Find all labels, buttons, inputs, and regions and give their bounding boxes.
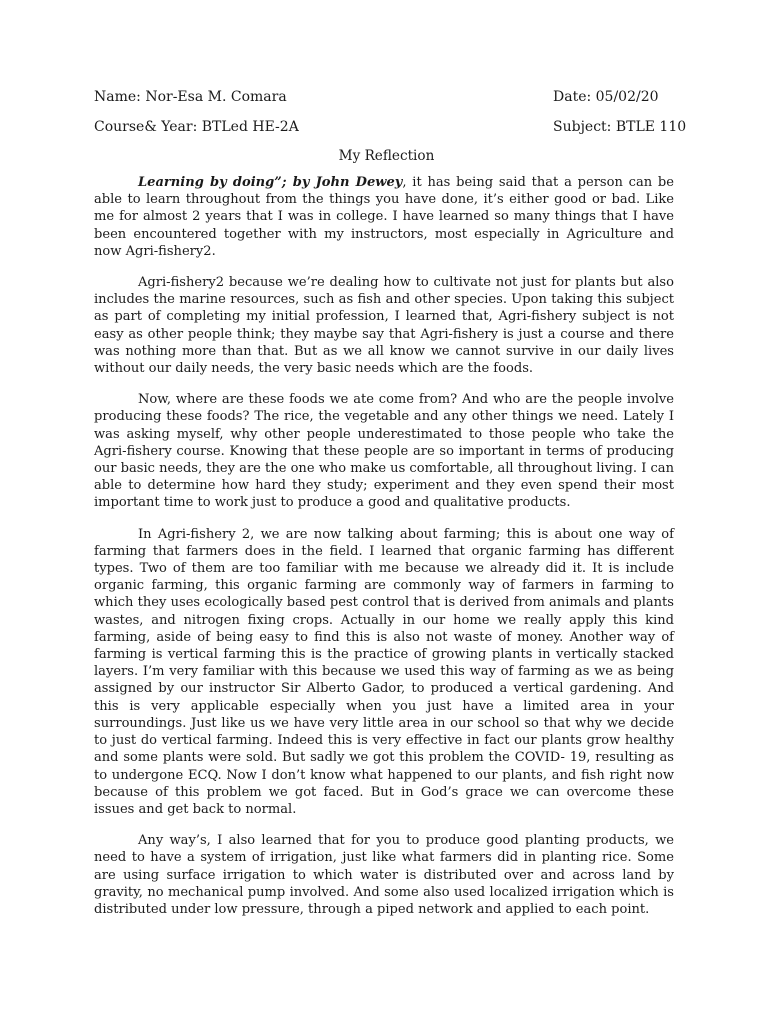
subject-field: Subject: BTLE 110 [553, 119, 687, 135]
date-field: Date: 05/02/20 [553, 89, 659, 105]
header-row-course-subject [94, 117, 687, 137]
document-title: My Reflection [338, 148, 435, 164]
paragraph-1 [94, 174, 674, 260]
dewey-quote: Learning by doing”; by John Dewey [138, 175, 403, 190]
paragraph-3: Now, where are these foods we ate come from? And who are the people involve producing these foods? The rice, the vegetable and any other things we need. Lately I was asking myself, why other people underestimated to those people who take the Agri-fishery course. Knowing that these people are so important in terms of producing our basic needs, they are the one who make us comfortable, all throughout living. I can able to determine how hard they study; experiment and they even spend their most important time to work just to produce a good and qualitative products. [94, 392, 674, 511]
paragraph-1-text: , it has being said that a person can be able to learn throughout from the things you have done, it’s either good or bad. Like me for almost 2 years that I was in college. I have learned so many things that I have been encountered together with my instructors, most especially in Agriculture and now Agri-fishery2. [94, 175, 674, 259]
course-year: Course& Year: BTLed HE-2A [94, 119, 299, 135]
paragraph-5: Any way’s, I also learned that for you to produce good planting products, we need to have a system of irrigation, just like what farmers did in planting rice. Some are using surface irrigation to which water is distributed over and across land by gravity, no mechanical pump involved. And some also used localized irrigation which is distributed under low pressure, through a piped network and applied to each point. [94, 833, 674, 917]
header-row-name-date [94, 87, 679, 107]
paragraph-2: Agri-fishery2 because we’re dealing how to cultivate not just for plants but also includes the marine resources, such as fish and other species. Upon taking this subject as part of completing my initial profession, I learned that, Agri-fishery subject is not easy as other people think; they maybe say that Agri-fishery is just a course and there was nothing more than that. But as we all know we cannot survive in our daily lives without our daily needs, the very basic needs which are the foods. [94, 275, 674, 377]
reflection-body [94, 174, 674, 932]
paragraph-4: In Agri-fishery 2, we are now talking about farming; this is about one way of farming that farmers does in the field. I learned that organic farming has different types. Two of them are too familiar with me because we already did it. It is include organic farming, this organic farming are commonly way of farmers in farming to which they uses ecologically based pest control that is derived from animals and plants wastes, and nitrogen fixing crops. Actually in our home we really apply this kind farming, aside of being easy to find this is also not waste of money. Another way of farming is vertical farming this is the practice of growing plants in vertically stacked layers. I’m very familiar with this because we used this way of farming as we as being assigned by our instructor Sir Alberto Gador, to produced a vertical gardening. And this is very applicable especially when you just have a limited area in your surroundings. Just like us we have very little area in our school so that why we decide to just do vertical farming. Indeed this is very effective in fact our plants grow healthy and some plants were sold. But sadly we got this problem the COVID- 19, resulting as to undergone ECQ. Now I don’t know what happened to our plants, and fish right now because of this problem we got faced. But in God’s grace we can overcome these issues and get back to normal. [94, 526, 674, 817]
student-name: Name: Nor-Esa M. Comara [94, 89, 287, 105]
